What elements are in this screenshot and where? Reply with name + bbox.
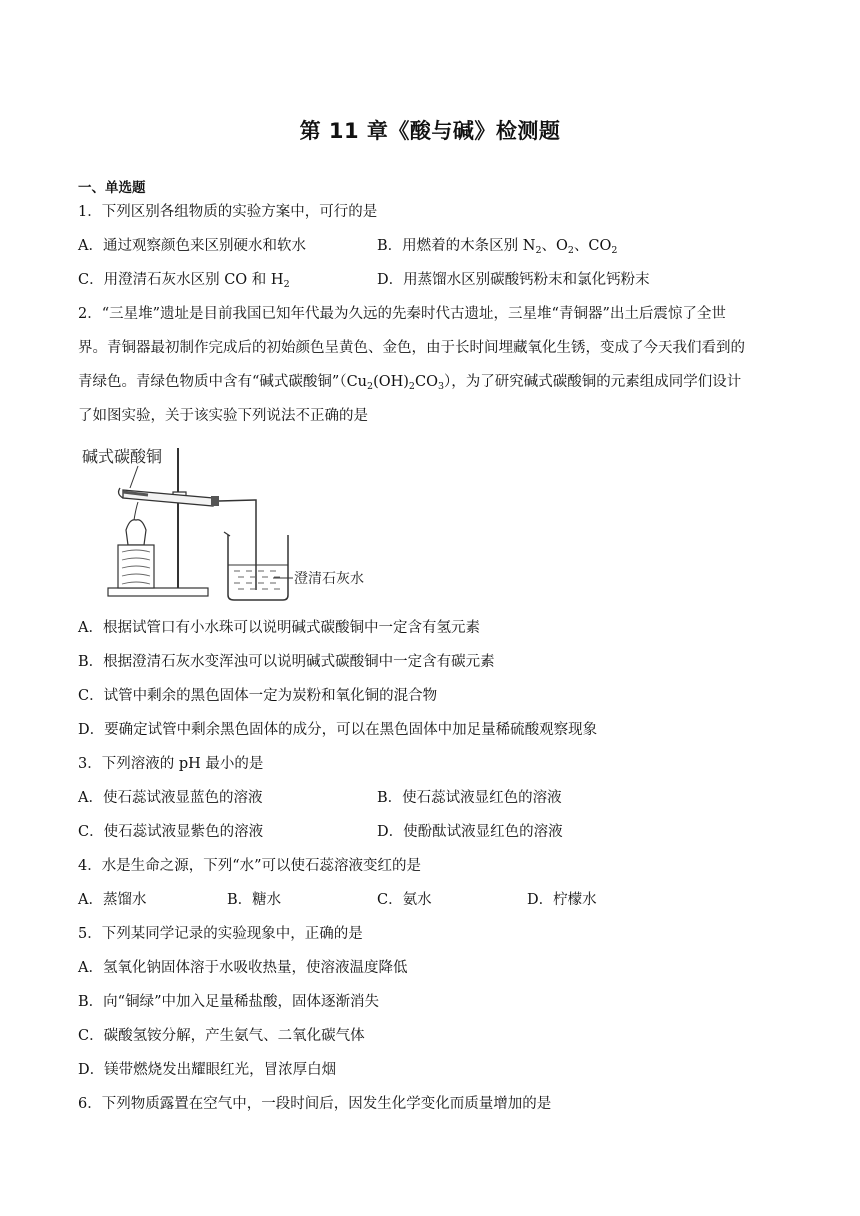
- q3-option-c: C．使石蕊试液显紫色的溶液: [78, 824, 264, 840]
- q2-stem-line-4: 了如图实验，关于该实验下列说法不正确的是: [78, 408, 368, 424]
- q1-stem: 1．下列区别各组物质的实验方案中，可行的是: [78, 204, 378, 220]
- q1-option-b: B．用燃着的木条区别 $N_2$、$O_2$、$CO_2$: [377, 238, 618, 256]
- q3-stem: 3．下列溶液的 pH 最小的是: [78, 756, 264, 772]
- q2-option-d: D．要确定试管中剩余黑色固体的成分，可以在黑色固体中加足量稀硫酸观察现象: [78, 722, 598, 738]
- q5-option-a: A．氢氧化钠固体溶于水吸收热量，使溶液温度降低: [78, 960, 408, 976]
- q3-option-d: D．使酚酞试液显红色的溶液: [377, 824, 563, 840]
- figure-label-basic-copper-carbonate: 碱式碳酸铜: [82, 447, 163, 466]
- q5-option-c: C．碳酸氢铵分解，产生氨气、二氧化碳气体: [78, 1028, 365, 1044]
- q2-option-b: B．根据澄清石灰水变浑浊可以说明碱式碳酸铜中一定含有碳元素: [78, 654, 495, 670]
- q2-stem-line-1: 2．“三星堆”遗址是目前我国已知年代最为久远的先秦时代古遗址，三星堆“青铜器”出土后震惊了全世: [78, 306, 726, 322]
- q2-option-a: A．根据试管口有小水珠可以说明碱式碳酸铜中一定含有氢元素: [78, 620, 480, 636]
- q5-option-d: D．镁带燃烧发出耀眼红光，冒浓厚白烟: [78, 1062, 337, 1078]
- figure-label-limewater: 澄清石灰水: [294, 571, 364, 587]
- q2-stem-line-2: 界。青铜器最初制作完成后的初始颜色呈黄色、金色，由于长时间埋藏氧化生锈，变成了今天我们看到的: [78, 340, 745, 356]
- section-heading: 一、单选题: [78, 180, 146, 196]
- page-title: 第 11 章《酸与碱》检测题: [299, 119, 561, 143]
- q4-option-c: C．氨水: [377, 892, 432, 908]
- q4-stem: 4．水是生命之源，下列“水”可以使石蕊溶液变红的是: [78, 858, 422, 874]
- q2-option-c: C．试管中剩余的黑色固体一定为炭粉和氧化铜的混合物: [78, 688, 438, 704]
- apparatus-figure: [78, 440, 388, 605]
- q1-option-c: C．用澄清石灰水区别 CO 和 $H_2$: [78, 272, 290, 290]
- q4-option-d: D．柠檬水: [527, 892, 597, 908]
- q2-stem-line-3: 青绿色。青绿色物质中含有“碱式碳酸铜$”(Cu_2(OH)_2CO_3)$，为了研究碱式碳酸铜的元素组成同学们设计: [78, 374, 742, 392]
- q4-option-b: B．糖水: [227, 892, 282, 908]
- q1-option-d: D．用蒸馏水区别碳酸钙粉末和氯化钙粉末: [377, 272, 650, 288]
- q5-option-b: B．向“铜绿”中加入足量稀盐酸，固体逐渐消失: [78, 994, 379, 1010]
- q1-option-a: A．通过观察颜色来区别硬水和软水: [78, 238, 306, 254]
- q3-option-a: A．使石蕊试液显蓝色的溶液: [78, 790, 263, 806]
- q4-option-a: A．蒸馏水: [78, 892, 147, 908]
- q6-stem: 6．下列物质露置在空气中，一段时间后，因发生化学变化而质量增加的是: [78, 1096, 552, 1112]
- q3-option-b: B．使石蕊试液显红色的溶液: [377, 790, 562, 806]
- q5-stem: 5．下列某同学记录的实验现象中，正确的是: [78, 926, 363, 942]
